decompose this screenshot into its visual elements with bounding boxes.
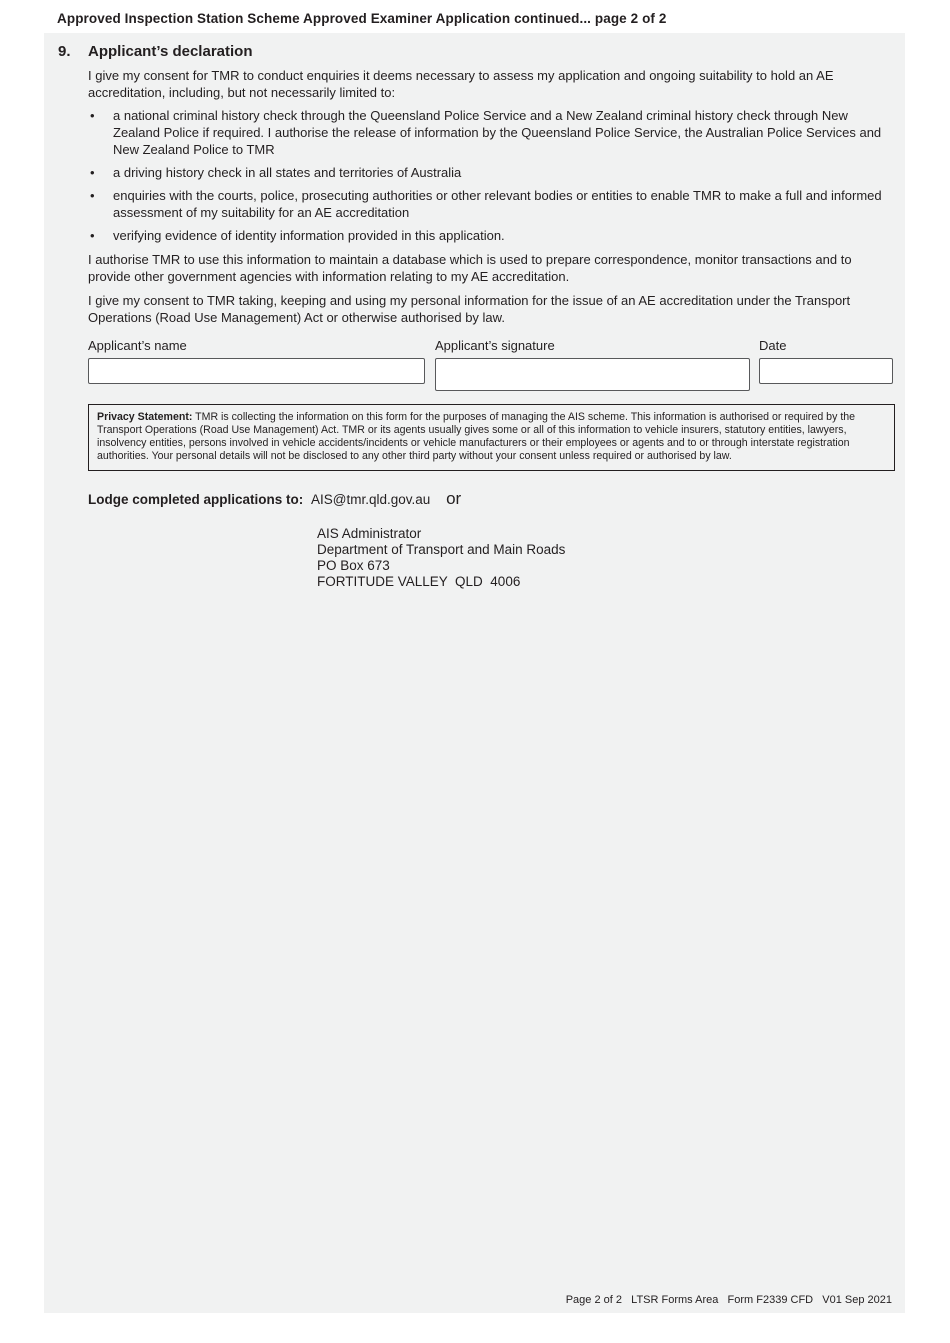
date-field-group [759, 338, 893, 391]
declaration-paragraph: I authorise TMR to use this information to maintain a database which is used to prepare correspondence, monitor transactions and to provide other government agencies with information relating to my AE accreditation. [88, 252, 852, 284]
signature-fields-row [88, 338, 893, 391]
applicant-signature-label: Applicant’s signature [434, 338, 555, 353]
list-item [88, 187, 893, 221]
address-line: AIS Administrator [317, 526, 422, 541]
privacy-statement-box [88, 404, 895, 471]
lodge-or-text: or [446, 489, 462, 508]
page-footer: Page 2 of 2 LTSR Forms Area Form F2339 CFD V01 Sep 2021 [565, 1294, 892, 1306]
bullet-text: verifying evidence of identity information provided in this application. [113, 228, 505, 243]
applicant-name-label: Applicant’s name [88, 338, 187, 353]
date-label: Date [759, 338, 787, 353]
bullet-icon: • [90, 165, 95, 180]
list-item [88, 164, 893, 181]
section-inner [44, 33, 905, 590]
list-item [88, 107, 893, 158]
applicant-name-input[interactable] [88, 358, 425, 384]
bullet-text: a national criminal history check through the Queensland Police Service and a New Zealand criminal history check through New Zealand Police if required. I authorise the release of information by the Queensland Police Service, the Australian Police Services and New Zealand Police to TMR [113, 108, 882, 157]
applicant-signature-field-group [435, 338, 750, 391]
section-9-panel [44, 33, 905, 1313]
bullet-icon: • [90, 108, 95, 123]
section-title: Applicant’s declaration [88, 43, 253, 60]
section-heading [58, 43, 891, 60]
address-line: Department of Transport and Main Roads [317, 542, 566, 557]
postal-address-block [317, 526, 893, 590]
page-title: Approved Inspection Station Scheme Approved Examiner Application continued... page 2 of 2 [57, 11, 667, 26]
bullet-text: enquiries with the courts, police, prosecuting authorities or other relevant bodies or entities to enable TMR to make a full and informed assessment of my suitability for an AE accreditation [113, 188, 882, 220]
declaration-intro: I give my consent for TMR to conduct enquiries it deems necessary to assess my application and ongoing suitability to hold an AE accreditation, including, but not necessarily limited to: [88, 68, 834, 100]
date-input[interactable] [759, 358, 893, 384]
bullet-icon: • [90, 188, 95, 203]
address-line: FORTITUDE VALLEY QLD 4006 [317, 574, 521, 589]
applicant-signature-input[interactable] [435, 358, 750, 391]
lodge-label: Lodge completed applications to: [88, 492, 304, 507]
section-content [88, 67, 893, 590]
privacy-statement-label: Privacy Statement: [97, 411, 193, 423]
privacy-statement-text: TMR is collecting the information on this form for the purposes of managing the AIS scheme. This information is authorised or required by the Transport Operations (Road Use Management) Act. TMR or its agents usually gives some or all of this information to vehicle insurers, statutory entities, lawyers, insolvency entities, persons involved in vehicle accidents/incidents or vehicle manufacturers or their employees or agents and to or through interstate registration authorities. Your personal details will not be disclosed to any other third party without your consent unless required or authorised by law. [97, 411, 856, 462]
lodge-instructions [88, 489, 893, 509]
bullet-text: a driving history check in all states and territories of Australia [113, 165, 462, 180]
lodge-email: AIS@tmr.qld.gov.au [311, 492, 431, 507]
bullet-icon: • [90, 228, 95, 243]
address-line: PO Box 673 [317, 558, 390, 573]
applicant-name-field-group [88, 338, 425, 391]
list-item [88, 227, 893, 244]
declaration-bullet-list [88, 107, 893, 244]
declaration-paragraph: I give my consent to TMR taking, keeping and using my personal information for the issue of an AE accreditation under the Transport Operations (Road Use Management) Act or otherwise authorised by law. [88, 293, 851, 325]
section-number: 9. [58, 43, 71, 60]
